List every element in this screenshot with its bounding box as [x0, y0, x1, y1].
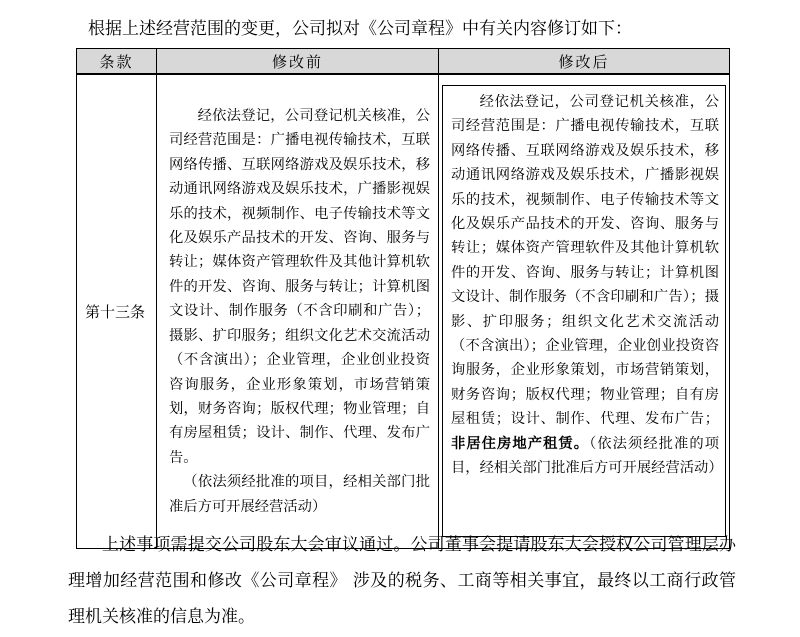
before-cell — [157, 74, 439, 549]
clause-cell: 第十三条 — [77, 74, 157, 549]
outro-paragraph — [68, 527, 736, 635]
after-box — [442, 85, 726, 537]
after-note: （依法须经批准的项目，经相关部门批准后方可开展经营活动） — [451, 435, 723, 477]
header-clause: 条款 — [77, 49, 157, 75]
before-text: 经依法登记，公司登记机关核准，公司经营范围是：广播电视传输技术，互联网络传播、互联网络游戏及娱乐技术，移动通讯网络游戏及娱乐技术，广播影视娱乐的技术，视频制作、电子传输技术等文化及娱乐产品技术的开发、咨询、服务与转让；媒体资产管理软件及其他计算机软件的开发、咨询、服务与转让；计算机图文设计、制作服务（不含印刷和广告）；摄影、扩印服务；组织文化艺术交流活动（不含演出）；企业管理，企业创业投资咨询服务，企业形象策划，市场营销策划，财务咨询；版权代理；物业管理；自有房屋租赁；设计、制作、代理、发布广告。 — [169, 108, 430, 466]
table-row — [77, 74, 730, 549]
intro-paragraph: 根据上述经营范围的变更，公司拟对《公司章程》中有关内容修订如下： — [88, 19, 632, 39]
outro-text: 上述事项需提交公司股东大会审议通过。公司董事会提请股东大会授权公司管理层办理增加经营范围和修改《公司章程》 涉及的税务、工商等相关事宜，最终以工商行政管理机关核准的信息为准。 — [68, 535, 736, 627]
table-header-row — [77, 49, 730, 75]
header-after: 修改后 — [439, 49, 730, 75]
after-text — [451, 90, 723, 481]
before-note: （依法须经批准的项目，经相关部门批准后方可开展经营活动） — [169, 474, 430, 515]
header-before: 修改前 — [157, 49, 439, 75]
after-cell — [439, 74, 730, 549]
after-main-text: 经依法登记，公司登记机关核准，公司经营范围是：广播电视传输技术，互联网络传播、互联网络游戏及娱乐技术，移动通讯网络游戏及娱乐技术，广播影视娱乐的技术，视频制作、电子传输技术等文化及娱乐产品技术的开发、咨询、服务与转让；媒体资产管理软件及其他计算机软件的开发、咨询、服务与转让；计算机图文设计、制作服务（不含印刷和广告）；摄影、扩印服务；组织文化艺术交流活动（不含演出）；企业管理，企业创业投资咨询服务，企业形象策划，市场营销策划，财务咨询；版权代理；物业管理；自有房屋租赁；设计、制作、代理、发布广告； — [451, 94, 719, 428]
after-added-text: 非居住房地产租赁。 — [451, 435, 590, 452]
amendment-table — [76, 48, 730, 549]
